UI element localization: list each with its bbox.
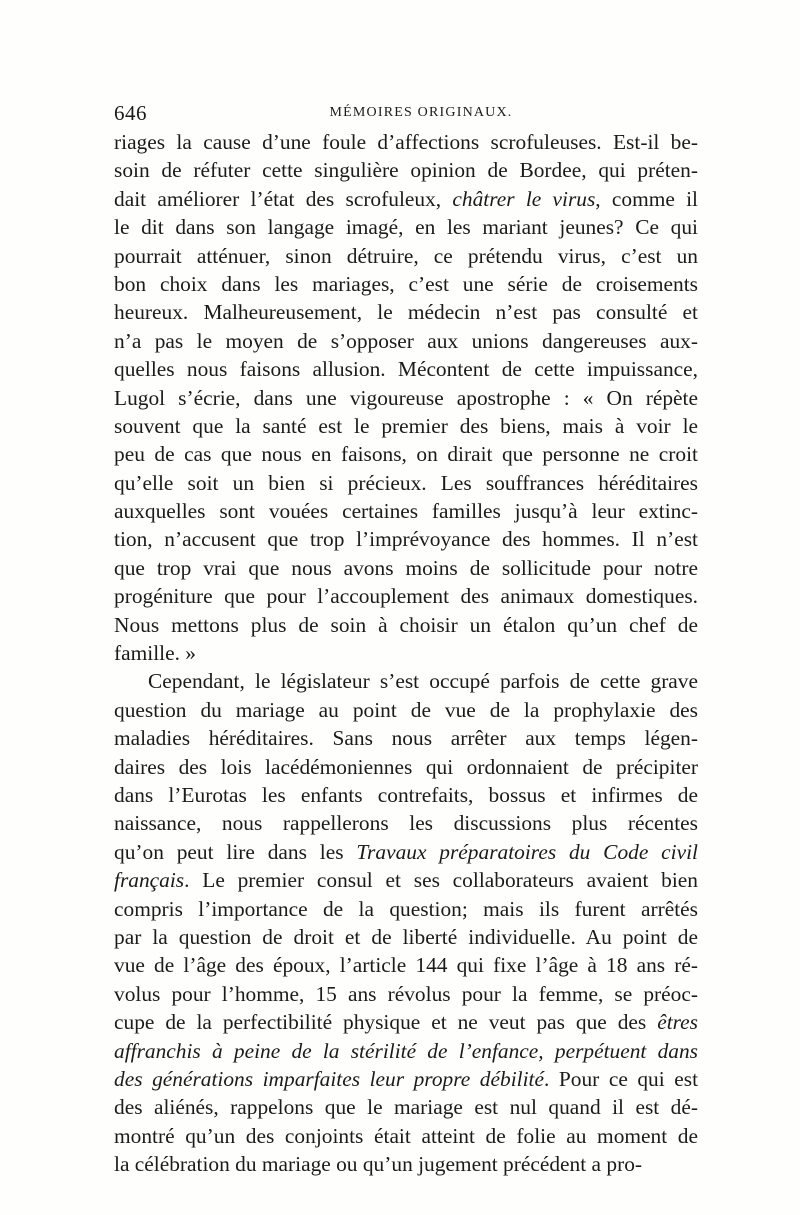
text-line xyxy=(114,185,698,213)
text-run: . Pour ce qui est xyxy=(543,1066,699,1091)
text-line: question du mariage au point de vue de la prophylaxie des xyxy=(114,697,698,722)
text-run: dait améliorer l’état des scrofuleux, xyxy=(114,186,453,211)
text-line: dans l’Eurotas les enfants contrefaits, bossus et infirmes de xyxy=(114,782,698,807)
running-title: MÉMOIRES ORIGINAUX. xyxy=(329,105,513,120)
text-line: daires des lois lacédémoniennes qui ordonnaient de précipiter xyxy=(114,754,698,779)
text-line: naissance, nous rappellerons les discussions plus récentes xyxy=(114,811,698,836)
italic-text: affranchis à peine de la stérilité de l’enfance, perpétuent dans xyxy=(114,1038,698,1063)
text-line: peu de cas que nous en faisons, on dirait que personne ne croit xyxy=(114,442,698,467)
text-line: des aliénés, rappelons que le mariage est nul quand il est dé- xyxy=(114,1095,698,1120)
text-line: montré qu’un des conjoints était atteint de folie au moment de xyxy=(114,1123,698,1148)
text-line: Cependant, le législateur s’est occupé parfois de cette grave xyxy=(148,669,698,694)
text-line: souvent que la santé est le premier des biens, mais à voir le xyxy=(114,413,698,438)
text-line: quelles nous faisons allusion. Mécontent de cette impuissance, xyxy=(114,357,698,382)
text-line: qu’elle soit un bien si précieux. Les souffrances héréditaires xyxy=(114,470,698,495)
italic-text: Travaux préparatoires du Code civil xyxy=(356,839,698,864)
text-line: compris l’importance de la question; mais ils furent arrêtés xyxy=(114,896,698,921)
text-line: famille. » xyxy=(114,641,196,666)
text-run: cupe de la perfectibilité physique et ne veut pas que des xyxy=(114,1010,658,1035)
text-run: qu’on peut lire dans les xyxy=(114,839,357,864)
text-line: le dit dans son langage imagé, en les mariant jeunes? Ce qui xyxy=(114,215,698,240)
text-line: par la question de droit et de liberté individuelle. Au point de xyxy=(114,924,698,949)
text-run: , comme il xyxy=(595,186,698,211)
text-line: pourrait atténuer, sinon détruire, ce prétendu virus, c’est un xyxy=(114,243,698,268)
text-line: Nous mettons plus de soin à choisir un étalon qu’un chef de xyxy=(114,612,698,637)
text-run: . Le premier consul et ses collaborateurs avaient bien xyxy=(184,868,698,893)
italic-text: des générations imparfaites leur propre débilité xyxy=(114,1066,544,1091)
body-text xyxy=(114,128,698,1178)
text-line xyxy=(114,866,698,894)
text-line: vue de l’âge des époux, l’article 144 qui fixe l’âge à 18 ans ré- xyxy=(114,953,698,978)
italic-text: châtrer le virus xyxy=(452,186,596,211)
text-line: progéniture que pour l’accouplement des animaux domestiques. xyxy=(114,584,698,609)
running-head xyxy=(114,100,698,126)
paragraph-1 xyxy=(114,128,698,667)
text-line: Lugol s’écrie, dans une vigoureuse apostrophe : « On répète xyxy=(114,385,698,410)
text-line: n’a pas le moyen de s’opposer aux unions dangereuses aux- xyxy=(114,328,698,353)
text-line: auxquelles sont vouées certaines familles jusqu’à leur extinc- xyxy=(114,499,698,524)
paragraph-2 xyxy=(114,667,698,1178)
text-line xyxy=(114,1037,698,1065)
text-line: tion, n’accusent que trop l’imprévoyance des hommes. Il n’est xyxy=(114,527,698,552)
text-line: riages la cause d’une foule d’affections scrofuleuses. Est-il be- xyxy=(114,130,698,154)
text-line xyxy=(114,1065,698,1093)
text-line: volus pour l’homme, 15 ans révolus pour la femme, se préoc- xyxy=(114,981,698,1006)
page-number: 646 xyxy=(114,101,147,125)
text-line: maladies héréditaires. Sans nous arrêter aux temps légen- xyxy=(114,726,698,751)
italic-text: français xyxy=(114,868,185,893)
text-line: que trop vrai que nous avons moins de sollicitude pour notre xyxy=(114,555,698,580)
text-line: heureux. Malheureusement, le médecin n’est pas consulté et xyxy=(114,300,698,325)
text-line: soin de réfuter cette singulière opinion de Bordee, qui préten- xyxy=(114,158,698,183)
text-line xyxy=(114,1008,698,1036)
text-line: la célébration du mariage ou qu’un jugement précédent a pro- xyxy=(114,1152,643,1177)
italic-text: êtres xyxy=(657,1010,698,1035)
text-line: bon choix dans les mariages, c’est une série de croisements xyxy=(114,271,698,296)
text-line xyxy=(114,838,698,866)
